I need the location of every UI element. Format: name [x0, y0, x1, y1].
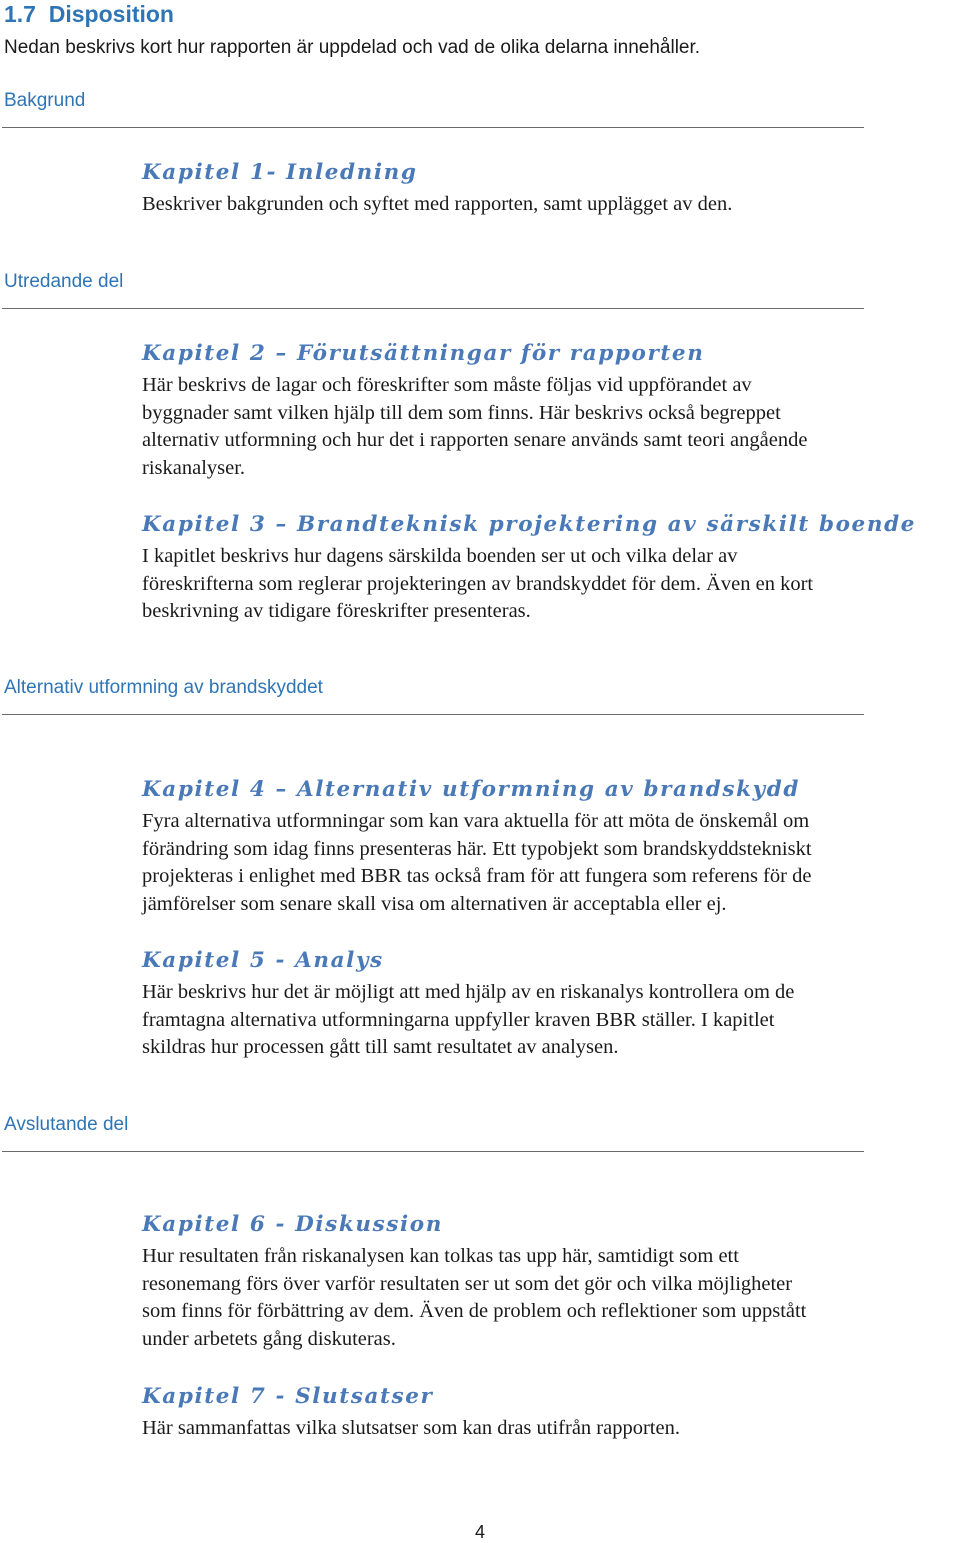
text-line: Här beskrivs de lagar och föreskrifter som måste följas vid uppförandet av: [142, 374, 752, 396]
text-line: skildras hur processen gått till samt resultatet av analysen.: [142, 1036, 619, 1058]
chapter-description: [142, 543, 960, 626]
text-line: riskanalyser.: [142, 456, 246, 479]
chapter-description: [142, 191, 960, 219]
part-label-bakgrund: Bakgrund: [4, 90, 86, 111]
part-divider: [2, 1151, 864, 1152]
chapter-description: [142, 1243, 960, 1353]
chapter-6: [142, 1211, 960, 1353]
text-line: föreskrifterna som reglerar projekteringen av brandskyddet för dem. Även en kort: [142, 572, 814, 595]
chapter-title: Kapitel 1- Inledning: [142, 160, 418, 185]
chapter-description: [142, 1415, 960, 1443]
text-line: alternativ utformning och hur det i rapporten senare används samt teori angående: [142, 429, 808, 451]
text-line: Här sammanfattas vilka slutsatser som kan dras utifrån rapporten.: [142, 1417, 680, 1439]
text-line: projekteras i enlighet med BBR tas också fram för att fungera som referens för de: [142, 865, 812, 887]
chapter-3: [142, 511, 960, 626]
chapter-title: Kapitel 3 – Brandteknisk projektering av särskilt boende: [142, 512, 916, 537]
chapter-4: [142, 776, 960, 918]
chapter-title: Kapitel 2 – Förutsättningar för rapporten: [142, 341, 705, 366]
text-line: resonemang förs över varför resultaten ser ut som det gör och vilka möjligheter: [142, 1272, 793, 1295]
page-number: 4: [474, 1522, 485, 1542]
chapter-description: [142, 372, 960, 482]
text-line: under arbetets gång diskuteras.: [142, 1327, 396, 1350]
section-intro: Nedan beskrivs kort hur rapporten är uppdelad och vad de olika delarna innehåller.: [4, 37, 701, 58]
text-line: förändring som idag finns presenteras här. Ett typobjekt som brandskyddstekniskt: [142, 837, 812, 860]
part-divider: [2, 714, 864, 715]
section-number: 1.7: [4, 1, 36, 27]
chapter-title: Kapitel 4 – Alternativ utformning av brandskydd: [142, 777, 800, 802]
part-divider: [2, 127, 864, 128]
chapter-1: [142, 159, 960, 219]
chapter-description: [142, 808, 960, 918]
text-line: byggnader samt vilken hjälp till dem som finns. Här beskrivs också begreppet: [142, 401, 781, 424]
chapter-description: [142, 979, 960, 1062]
part-label-utredande-del: Utredande del: [4, 271, 124, 292]
section-title: Disposition: [48, 1, 174, 27]
text-line: framtagna alternativa utformningarna uppfyller kraven BBR ställer. I kapitlet: [142, 1008, 775, 1031]
text-line: beskrivning av tidigare föreskrifter presenteras.: [142, 600, 531, 622]
text-line: som finns för förbättring av dem. Även de problem och reflektioner som uppstått: [142, 1300, 807, 1322]
text-line: Fyra alternativa utformningar som kan vara aktuella för att möta de önskemål om: [142, 810, 810, 832]
chapter-title: Kapitel 5 - Analys: [142, 948, 384, 973]
part-divider: [2, 308, 864, 309]
part-label-alternativ-utformning: Alternativ utformning av brandskyddet: [4, 677, 323, 698]
chapter-5: [142, 947, 960, 1062]
text-line: Hur resultaten från riskanalysen kan tolkas tas upp här, samtidigt som ett: [142, 1245, 739, 1267]
text-line: I kapitlet beskrivs hur dagens särskilda boenden ser ut och vilka delar av: [142, 545, 738, 567]
chapter-title: Kapitel 6 - Diskussion: [142, 1212, 443, 1237]
part-label-avslutande-del: Avslutande del: [4, 1114, 129, 1135]
chapter-2: [142, 340, 960, 482]
text-line: Här beskrivs hur det är möjligt att med hjälp av en riskanalys kontrollera om de: [142, 981, 795, 1003]
text-line: Beskriver bakgrunden och syftet med rapporten, samt upplägget av den.: [142, 193, 733, 215]
section-heading: [4, 0, 174, 28]
chapter-title: Kapitel 7 - Slutsatser: [142, 1384, 434, 1409]
chapter-7: [142, 1383, 960, 1443]
text-line: jämförelser som senare skall visa om alternativen är acceptabla eller ej.: [142, 892, 727, 915]
